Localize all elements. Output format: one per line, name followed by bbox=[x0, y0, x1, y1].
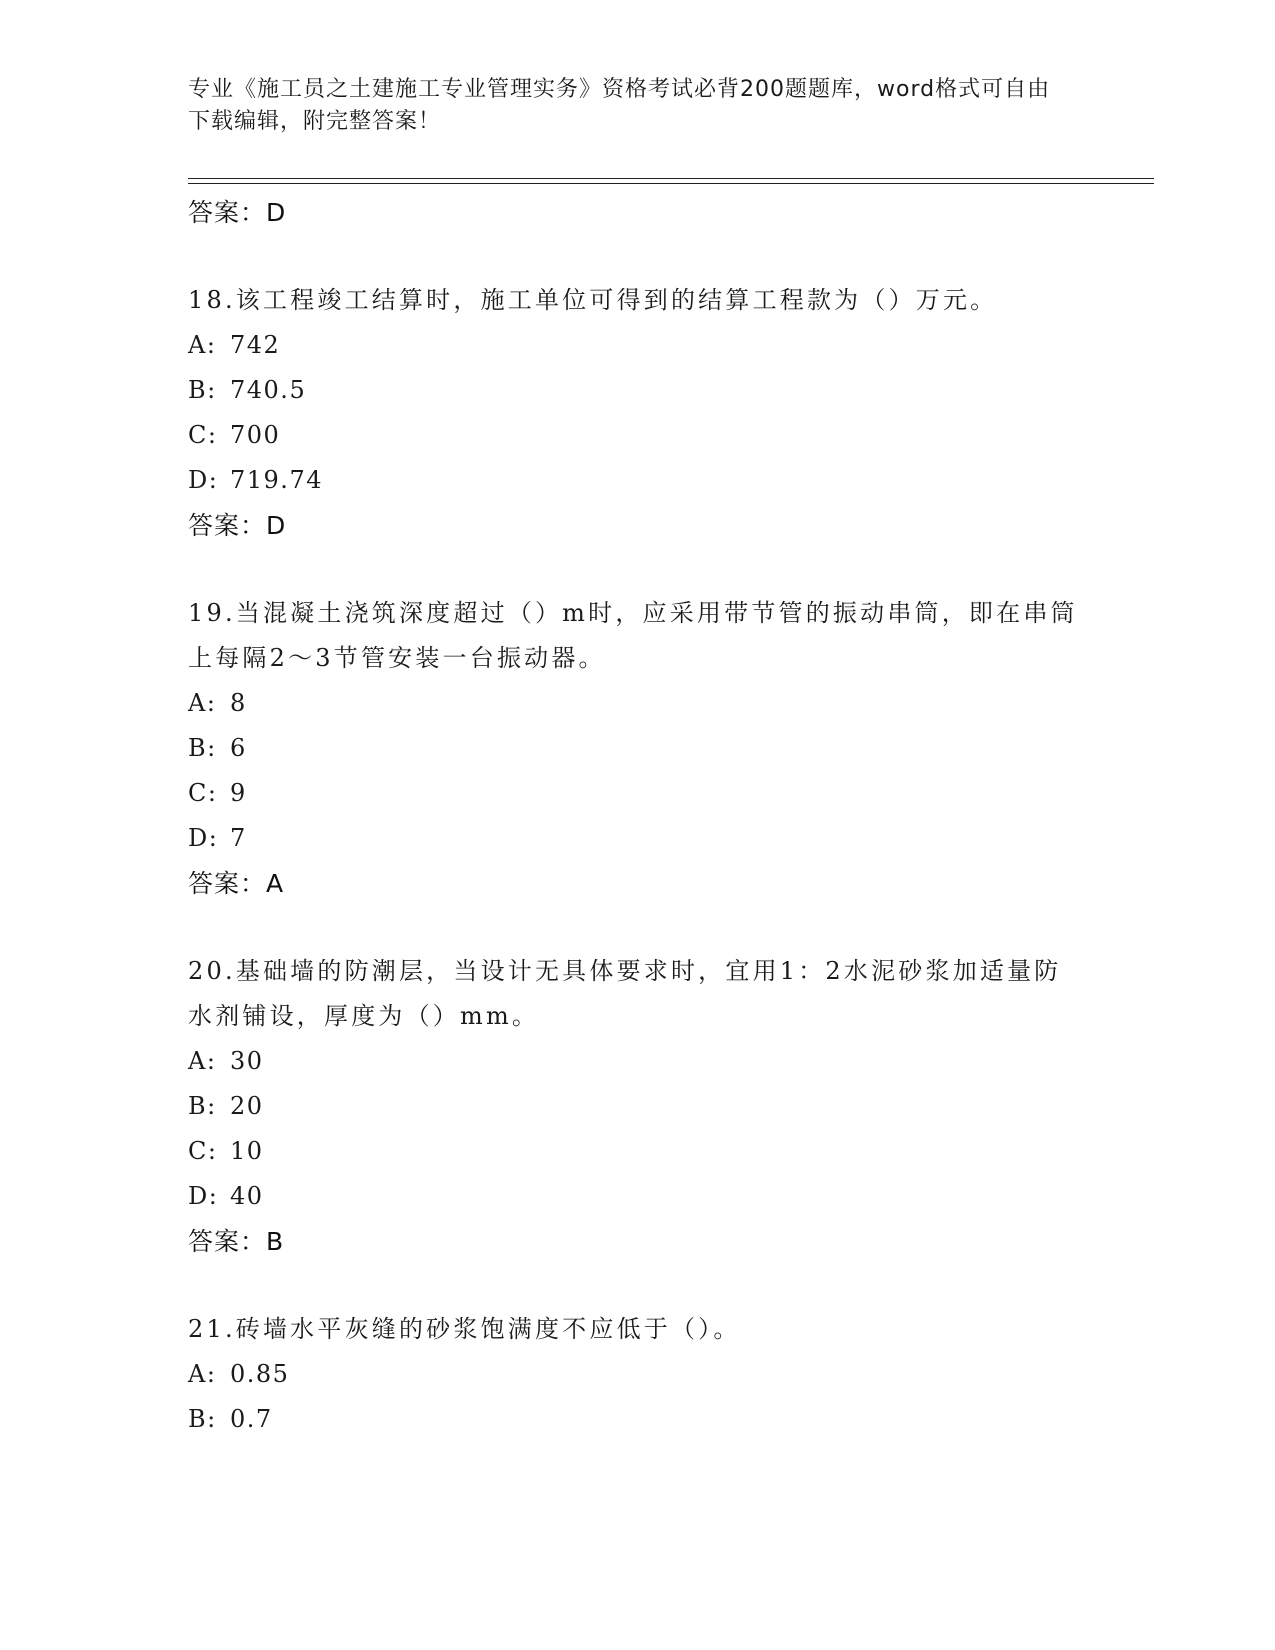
answer-line: 答案：A bbox=[188, 869, 285, 898]
option-b bbox=[188, 726, 1088, 771]
option-value: 30 bbox=[230, 1047, 264, 1075]
option-key: A: bbox=[188, 1047, 217, 1075]
option-d bbox=[188, 1174, 1088, 1219]
option-d bbox=[188, 816, 1088, 861]
option-key: D: bbox=[188, 466, 219, 494]
option-value: 10 bbox=[230, 1137, 264, 1165]
option-value: 740.5 bbox=[230, 376, 307, 404]
option-value: 700 bbox=[230, 421, 281, 449]
option-key: A: bbox=[188, 689, 217, 717]
option-c bbox=[188, 413, 1088, 458]
option-key: B: bbox=[188, 376, 217, 404]
option-value: 0.85 bbox=[230, 1360, 290, 1388]
option-value: 742 bbox=[230, 331, 281, 359]
option-a bbox=[188, 1352, 1088, 1397]
question-text: 18.该工程竣工结算时，施工单位可得到的结算工程款为（）万元。 bbox=[188, 286, 998, 314]
option-value: 9 bbox=[230, 779, 247, 807]
option-value: 719.74 bbox=[230, 466, 323, 494]
option-key: A: bbox=[188, 331, 217, 359]
option-value: 8 bbox=[230, 689, 247, 717]
page-header: 专业《施工员之土建施工专业管理实务》资格考试必背200题题库，word格式可自由下载编辑，附完整答案！ bbox=[188, 77, 1051, 134]
option-key: B: bbox=[188, 734, 217, 762]
option-value: 7 bbox=[230, 824, 247, 852]
option-key: B: bbox=[188, 1092, 217, 1120]
option-value: 0.7 bbox=[230, 1405, 273, 1433]
option-value: 6 bbox=[230, 734, 247, 762]
option-a bbox=[188, 323, 1088, 368]
option-d bbox=[188, 458, 1088, 503]
option-key: C: bbox=[188, 421, 218, 449]
option-key: B: bbox=[188, 1405, 217, 1433]
option-a bbox=[188, 681, 1088, 726]
option-value: 40 bbox=[230, 1182, 264, 1210]
option-c bbox=[188, 1129, 1088, 1174]
answer-line: 答案：B bbox=[188, 1227, 285, 1256]
option-c bbox=[188, 771, 1088, 816]
question-text: 19.当混凝土浇筑深度超过（）m时，应采用带节管的振动串筒，即在串筒上每隔2～3节管安装一台振动器。 bbox=[188, 599, 1078, 672]
option-b bbox=[188, 1397, 1088, 1442]
option-a bbox=[188, 1039, 1088, 1084]
header-rule-bottom bbox=[188, 183, 1154, 184]
option-b bbox=[188, 1084, 1088, 1129]
option-key: D: bbox=[188, 1182, 219, 1210]
option-value: 20 bbox=[230, 1092, 264, 1120]
answer-line: 答案：D bbox=[188, 198, 287, 227]
option-key: C: bbox=[188, 779, 218, 807]
answer-line: 答案：D bbox=[188, 511, 287, 540]
question-text: 20.基础墙的防潮层，当设计无具体要求时，宜用1：2水泥砂浆加适量防水剂铺设，厚度为（）mm。 bbox=[188, 957, 1062, 1030]
option-key: C: bbox=[188, 1137, 218, 1165]
question-list bbox=[188, 190, 1088, 1442]
question-text: 21.砖墙水平灰缝的砂浆饱满度不应低于（）。 bbox=[188, 1315, 741, 1343]
option-key: A: bbox=[188, 1360, 217, 1388]
option-b bbox=[188, 368, 1088, 413]
option-key: D: bbox=[188, 824, 219, 852]
header-rule-top bbox=[188, 178, 1154, 179]
